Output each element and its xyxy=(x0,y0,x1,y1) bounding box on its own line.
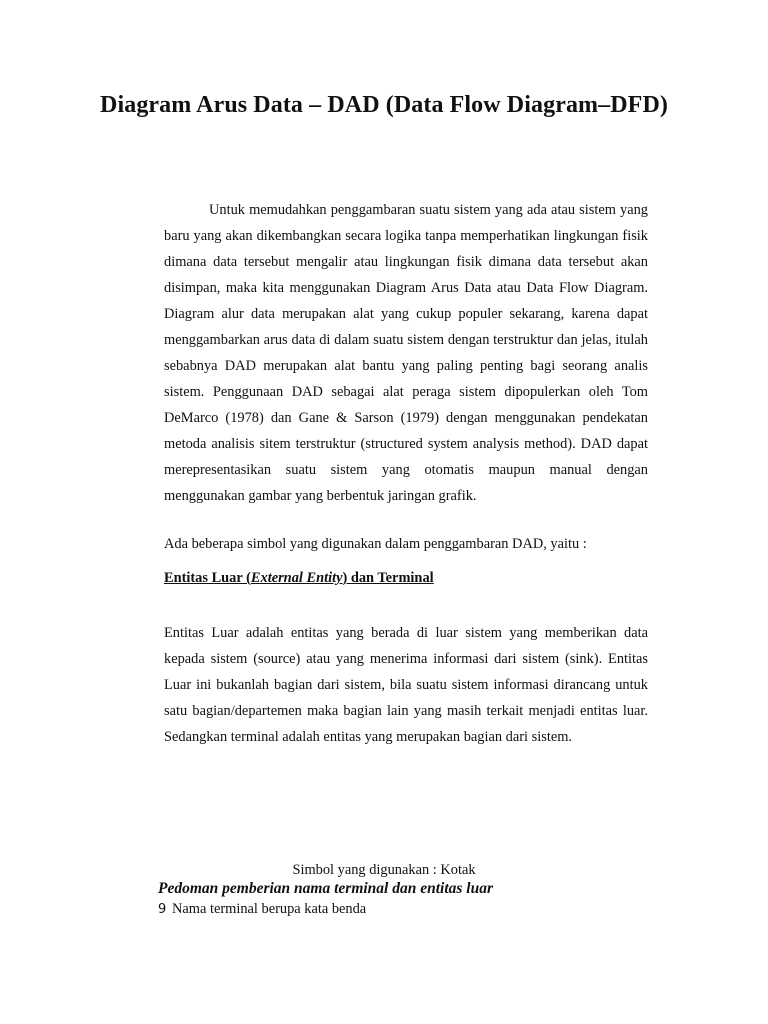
section-heading-external-entity xyxy=(164,570,434,587)
intro-paragraph: Untuk memudahkan penggambaran suatu sistem yang ada atau sistem yang baru yang akan dikembangkan secara logika tanpa memperhatikan lingkungan fisik dimana data tersebut mengalir atau lingkungan fisik dimana data tersebut akan disimpan, maka kita menggunakan Diagram Arus Data atau Data Flow Diagram. Diagram alur data merupakan alat yang cukup populer sekarang, karena dapat menggambarkan arus data di dalam suatu sistem dengan terstruktur dan jelas, itulah sebabnya DAD merupakan alat bantu yang paling penting bagi seorang analis sistem. Penggunaan DAD sebagai alat peraga sistem dipopulerkan oleh Tom DeMarco (1978) dan Gane & Sarson (1979) dengan menggunakan pendekatan metoda analisis sitem terstruktur (structured system analysis method). DAD dapat merepresentasikan suatu sistem yang otomatis maupun manual dengan menggunakan gambar yang berbentuk jaringan grafik. xyxy=(164,202,648,504)
checkmark-bullet-icon: 9 xyxy=(158,902,167,917)
external-entity-paragraph: Entitas Luar adalah entitas yang berada di luar sistem yang memberikan data kepada sistem (source) atau yang menerima informasi dari sistem (sink). Entitas Luar ini bukanlah bagian dari sistem, bila suatu sistem informasi dirancang untuk satu bagian/departemen maka bagian lain yang masih terkait menjadi entitas luar. Sedangkan terminal adalah entitas yang merupakan bagian dari sistem. xyxy=(164,625,648,745)
document-title: Diagram Arus Data – DAD (Data Flow Diagram–DFD) xyxy=(100,92,668,118)
list-item xyxy=(158,901,366,918)
section-heading-prefix: Entitas Luar ( xyxy=(164,570,251,586)
symbol-caption: Simbol yang digunakan : Kotak xyxy=(292,862,476,878)
list-item-text: Nama terminal berupa kata benda xyxy=(172,901,367,917)
symbols-intro-line: Ada beberapa simbol yang digunakan dalam penggambaran DAD, yaitu : xyxy=(164,536,587,552)
section-heading-suffix: ) dan Terminal xyxy=(342,570,434,586)
section-heading-italic: External Entity xyxy=(250,570,343,586)
naming-guidelines-heading: Pedoman pemberian nama terminal dan entitas luar xyxy=(158,880,494,897)
